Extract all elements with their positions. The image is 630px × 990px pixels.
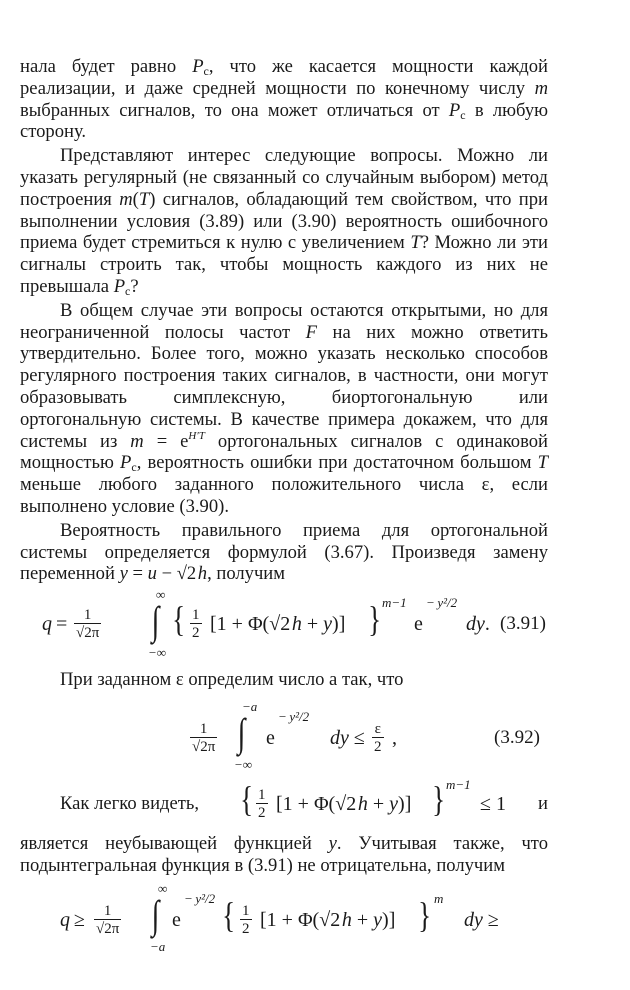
equation-3-91: q = $\frac{1}{√2\pi}$ ∞ ∫ −∞ { $\frac{1}{2}$ [1 + Φ(√2 h + y)] } m−1 e − y²/2 dy. (3.91) — [42, 587, 546, 661]
inline-statement: Как легко видеть, { $\frac{1}{2}$ [1 + Φ(√2 h + y)] } m−1 ≤ 1 и — [60, 776, 548, 821]
paragraph-3: В общем случае эти вопросы остаются открытыми, но для неограниченной полосы частот F на них можно ответить утвердительно. Более того, можно указать несколько способов регулярного построения таких сигналов, в частности, они могут образовывать симплексную, биортогональную или ортогональную системы. В качестве примера докажем, что для системы из $m = e^{H'T}$ ортогональных сигналов с одинаковой мощностью $P_с$, вероятность ошибки при достаточном большом T меньше любого заданного положительного числа ε, если выполнено условие (3.90). — [20, 299, 548, 517]
paragraph-5: При заданном ε определим число a так, что — [60, 669, 404, 691]
paragraph-6a: Как легко видеть, — [60, 792, 199, 814]
equation-number-3-92: (3.92) — [494, 726, 540, 748]
paragraph-4: Вероятность правильного приема для ортогональной системы определяется формулой (3.67). Произведя замену переменной y = u − √2 h, получим — [20, 519, 548, 585]
paragraph-2: Представляют интерес следующие вопросы. Можно ли указать регулярный (не связанный со случайным выбором) метод построения m(T) сигналов, обладающий тем свойством, что при выполнении условия (3.89) или (3.90) вероятность ошибочного приема будет стремиться к нулю с увеличением T? Можно ли эти сигналы строить так, чтобы мощность каждого из них не превышала $P_с$? — [20, 145, 548, 298]
book-page — [20, 56, 548, 963]
equation-final: q ≥ $\frac{1}{√2\pi}$ ∞ ∫ −a e − y²/2 { $\frac{1}{2}$ [1 + Φ(√2 h + y)] } m dy ≥ — [60, 880, 499, 954]
paragraph-6b: и — [538, 792, 548, 814]
paragraph-1: нала будет равно $P_с$, что же касается мощности каждой реализации, и даже средней мощности по конечному числу m выбранных сигналов, то она может отличаться от $P_с$ в любую сторону. — [20, 56, 549, 143]
paragraph-7: является неубывающей функцией y. Учитывая также, что подынтегральная функция в (3.91) не отрицательна, получим — [20, 832, 548, 876]
equation-number-3-91: (3.91) — [500, 613, 546, 635]
equation-3-92: $\frac{1}{√2\pi}$ −a ∫ −∞ e − y²/2 dy ≤ $\frac{\varepsilon}{2}$ , (3.92) — [192, 698, 540, 772]
